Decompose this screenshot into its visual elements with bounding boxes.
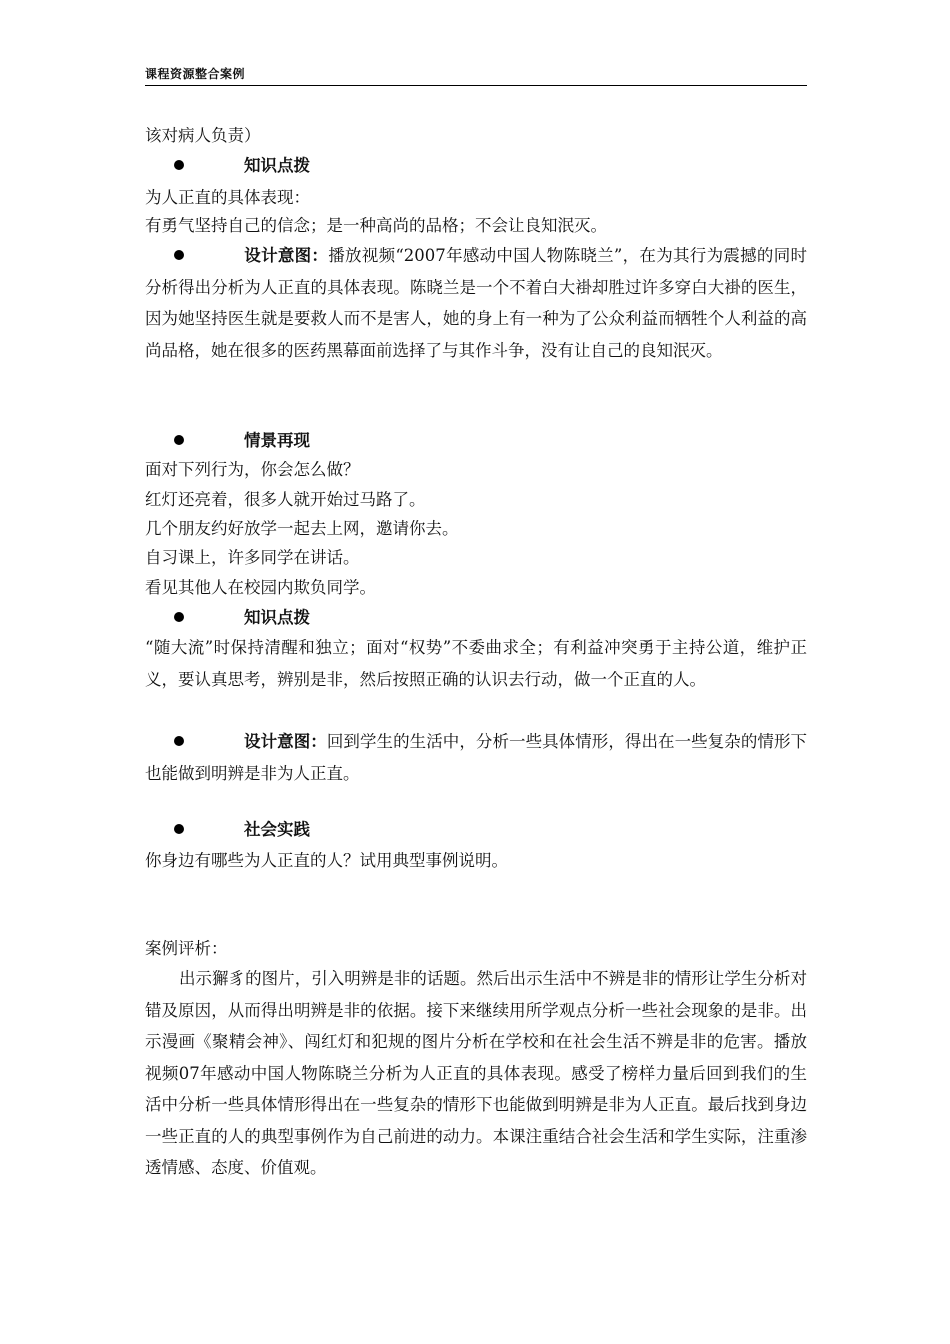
text-line: 红灯还亮着，很多人就开始过马路了。	[145, 490, 426, 509]
text-line: 该对病人负责）	[145, 126, 261, 145]
design-intent-label: 设计意图：	[244, 246, 329, 265]
design-intent-2	[145, 726, 807, 789]
text-line: 面对下列行为，你会怎么做？	[145, 460, 360, 479]
text-line: 自习课上，许多同学在讲话。	[145, 548, 360, 567]
text-line: 为人正直的具体表现：	[145, 188, 310, 207]
design-intent-text: 回到学生的生活中，分析一些具体情形，得出在一些复杂的情形下也能做到明辨是非为人正直。	[145, 732, 808, 783]
text-line: 几个朋友约好放学一起去上网，邀请你去。	[145, 519, 459, 538]
bullet-dot-icon	[174, 824, 184, 834]
text-line: 有勇气坚持自己的信念；是一种高尚的品格；不会让良知泯灭。	[145, 216, 607, 235]
bullet-knowledge-1	[174, 156, 310, 176]
bullet-dot-icon	[174, 612, 184, 622]
bullet-heading: 知识点拨	[244, 608, 310, 627]
bullet-dot-icon	[174, 250, 184, 260]
page-header	[145, 66, 807, 86]
text-line: 看见其他人在校园内欺负同学。	[145, 578, 376, 597]
header-title: 课程资源整合案例	[145, 67, 246, 81]
bullet-dot-icon	[174, 435, 184, 445]
bullet-knowledge-2	[174, 608, 310, 628]
bullet-dot-icon	[174, 736, 184, 746]
knowledge-paragraph: “随大流”时保持清醒和独立；面对“权势”不委曲求全；有利益冲突勇于主持公道，维护正义，要认真思考，辨别是非，然后按照正确的认识去行动，做一个正直的人。	[145, 638, 807, 689]
case-review-label: 案例评析：	[145, 939, 228, 958]
design-intent-label: 设计意图：	[244, 732, 327, 751]
design-intent-1	[145, 240, 807, 366]
bullet-scenario	[174, 431, 310, 451]
design-intent-text: 播放视频“2007年感动中国人物陈晓兰”，在为其行为震撼的同时分析得出分析为人正直的具体表现。陈晓兰是一个不着白大褂却胜过许多穿白大褂的医生，因为她坚持医生就是要救人而不是害人，她的身上有一种为了公众利益而牺牲个人利益的高尚品格，她在很多的医药黑幕面前选择了与其作斗争，没有让自己的良知泯灭。	[145, 246, 807, 360]
bullet-heading: 知识点拨	[244, 156, 310, 175]
bullet-heading: 社会实践	[244, 820, 310, 839]
bullet-dot-icon	[174, 160, 184, 170]
text-line: 你身边有哪些为人正直的人？试用典型事例说明。	[145, 851, 508, 870]
case-review-paragraph: 出示獬豸的图片，引入明辨是非的话题。然后出示生活中不辨是非的情形让学生分析对错及原因，从而得出明辨是非的依据。接下来继续用所学观点分析一些社会现象的是非。出示漫画《聚精会神》、闯红灯和犯规的图片分析在学校和在社会生活不辨是非的危害。播放视频07年感动中国人物陈晓兰分析为人正直的具体表现。感受了榜样力量后回到我们的生活中分析一些具体情形得出在一些复杂的情形下也能做到明辨是非为人正直。最后找到身边一些正直的人的典型事例作为自己前进的动力。本课注重结合社会生活和学生实际，注重渗透情感、态度、价值观。	[145, 969, 807, 1177]
bullet-social-practice	[174, 820, 310, 840]
bullet-heading: 情景再现	[244, 431, 310, 450]
